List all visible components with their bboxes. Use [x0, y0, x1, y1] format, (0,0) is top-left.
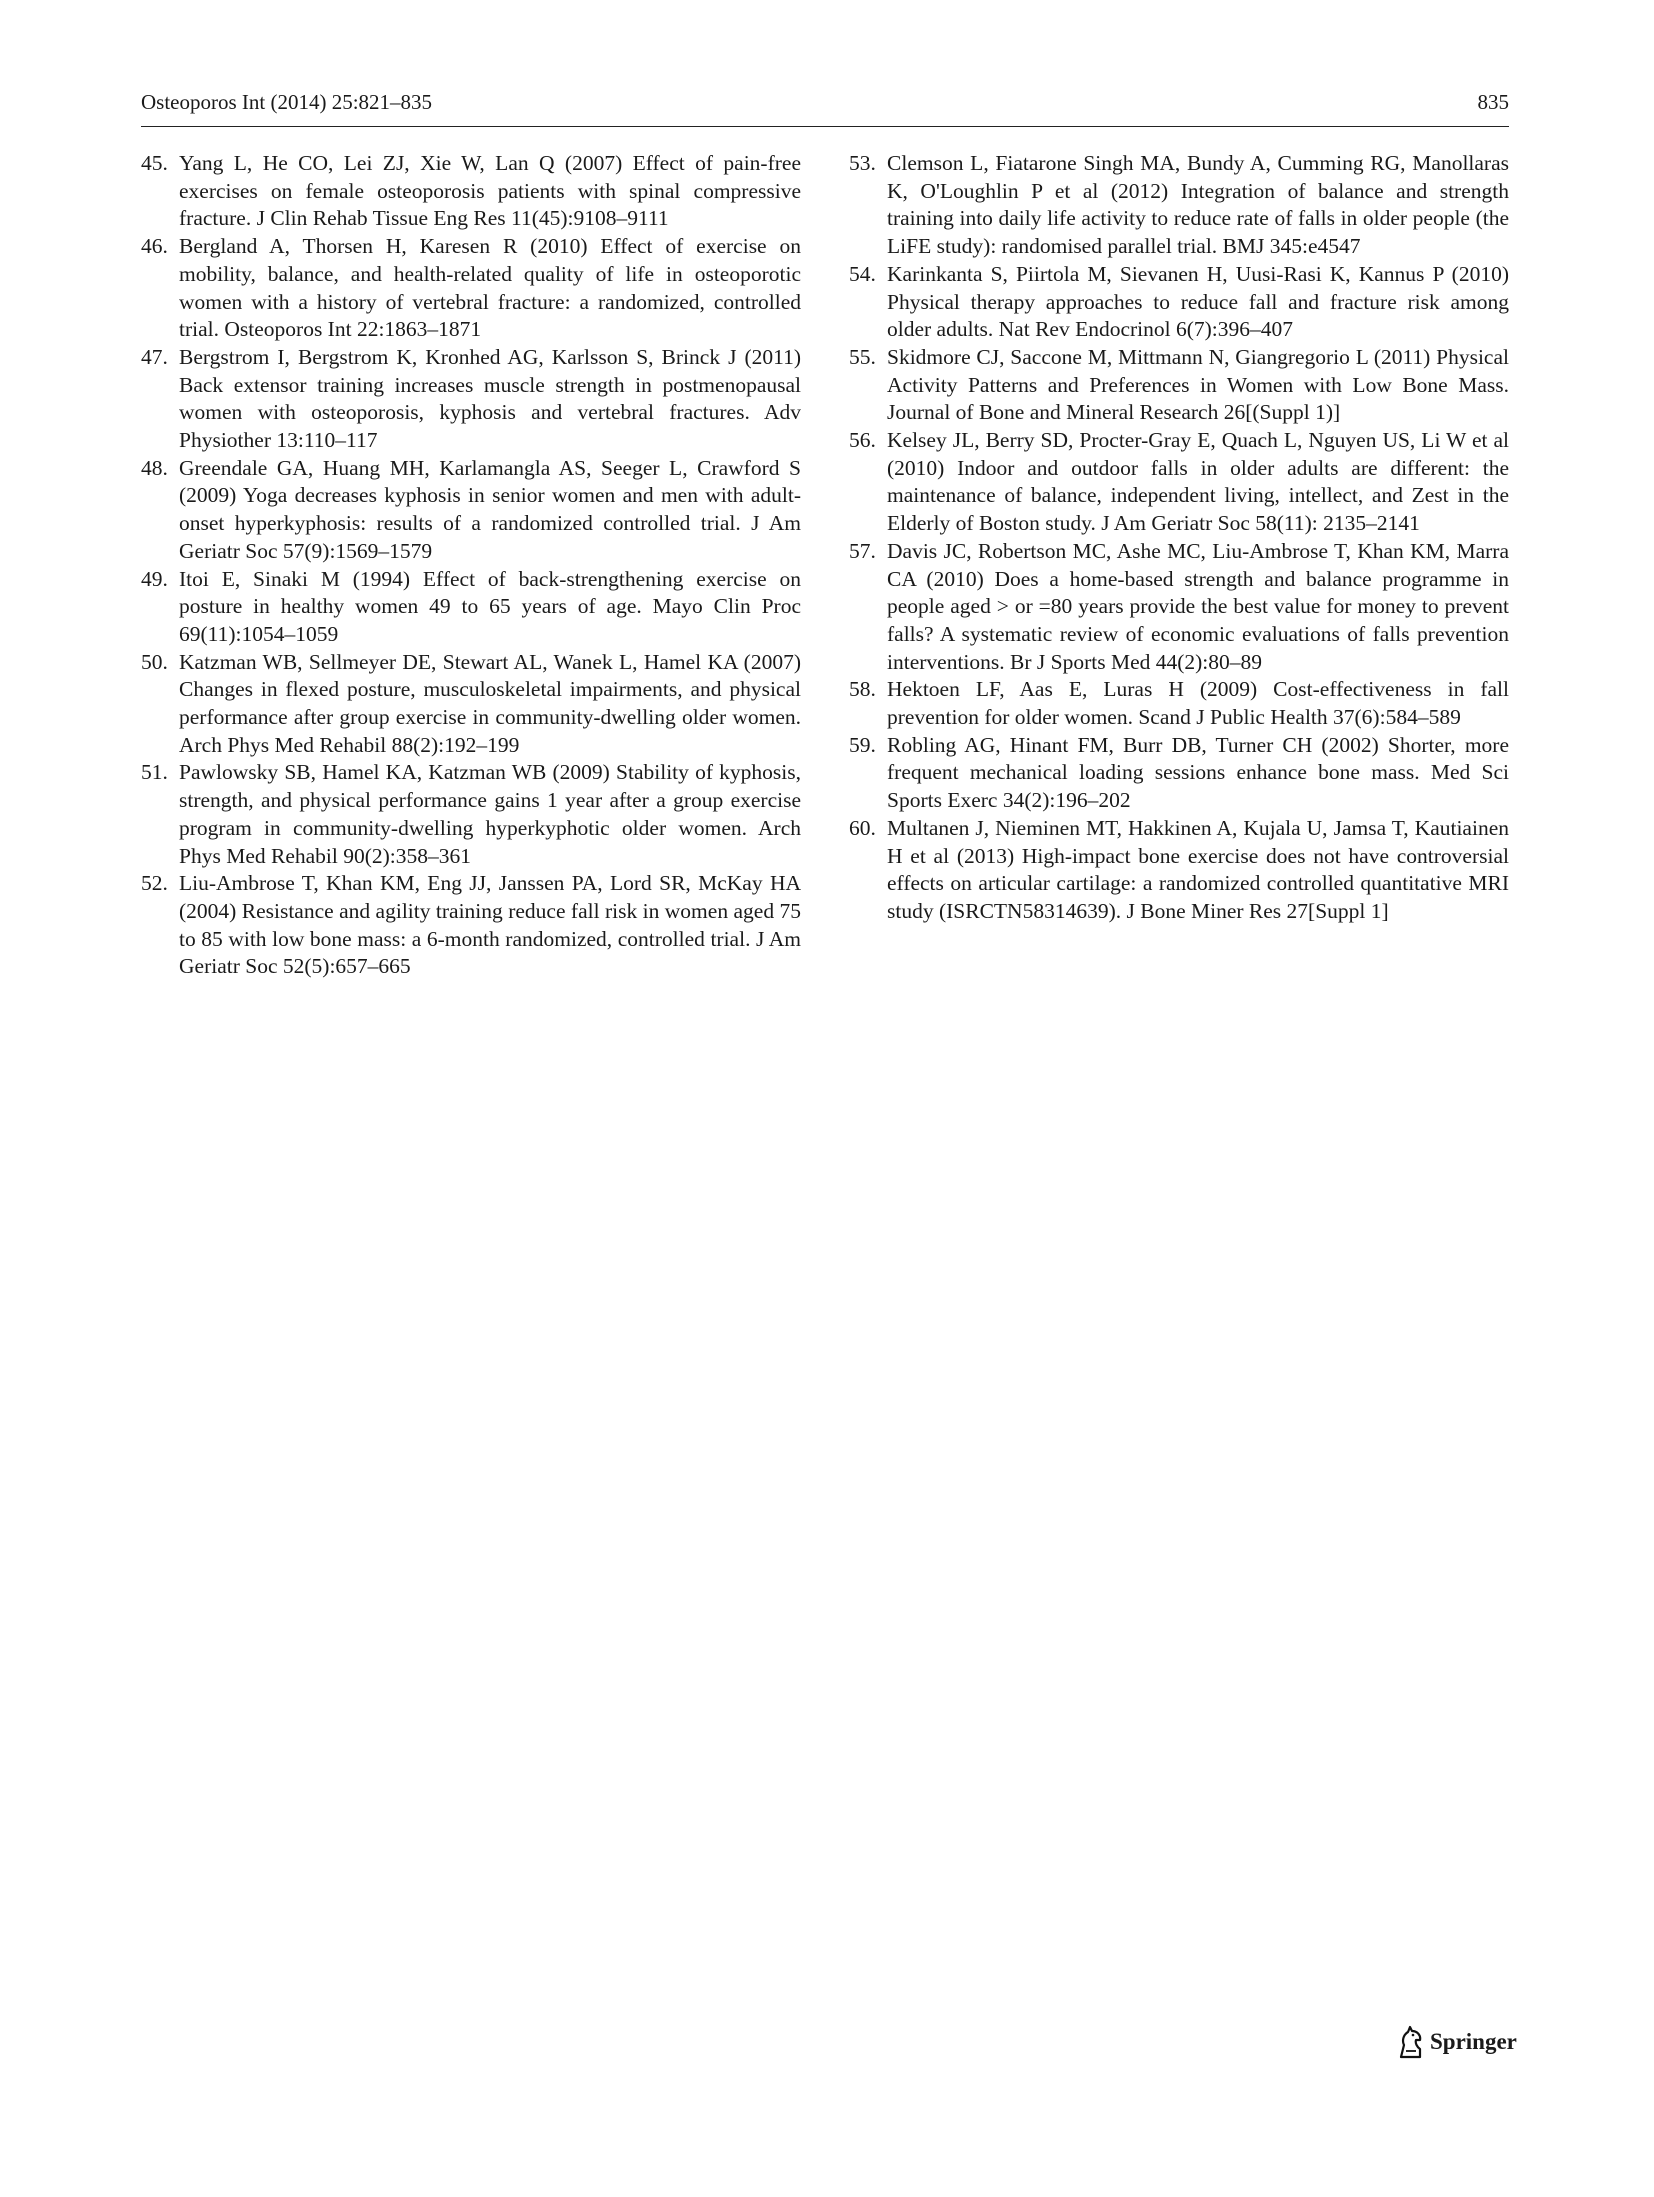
reference-number: 60.	[849, 815, 876, 840]
reference-item	[849, 344, 1509, 427]
reference-number: 52.	[141, 871, 168, 896]
reference-text: Pawlowsky SB, Hamel KA, Katzman WB (2009) Stability of kyphosis, strength, and physical performance gains 1 year after a group exercise program in community-dwelling hyperkyphotic older women. Arch Phys Med Rehabil 90(2):358–361	[179, 760, 801, 868]
reference-number: 54.	[849, 261, 876, 286]
reference-text: Clemson L, Fiatarone Singh MA, Bundy A, Cumming RG, Manollaras K, O'Loughlin P et al (2012) Integration of balance and strength training into daily life activity to reduce rate of falls in older people (the LiFE study): randomised parallel trial. BMJ 345:e4547	[887, 151, 1509, 259]
reference-text: Liu-Ambrose T, Khan KM, Eng JJ, Janssen PA, Lord SR, McKay HA (2004) Resistance and agility training reduce fall risk in women aged 75 to 85 with low bone mass: a 6-month randomized, controlled trial. J Am Geriatr Soc 52(5):657–665	[179, 871, 801, 979]
reference-number: 46.	[141, 234, 168, 259]
reference-text: Robling AG, Hinant FM, Burr DB, Turner CH (2002) Shorter, more frequent mechanical loading sessions enhance bone mass. Med Sci Sports Exerc 34(2):196–202	[887, 732, 1509, 813]
reference-number: 51.	[141, 760, 168, 785]
reference-item	[849, 676, 1509, 731]
reference-item	[849, 261, 1509, 344]
reference-number: 48.	[141, 455, 168, 480]
springer-horse-icon	[1396, 2025, 1426, 2059]
reference-text: Davis JC, Robertson MC, Ashe MC, Liu-Ambrose T, Khan KM, Marra CA (2010) Does a home-based strength and balance programme in people aged > or =80 years provide the best value for money to prevent falls? A systematic review of economic evaluations of falls prevention interventions. Br J Sports Med 44(2):80–89	[887, 538, 1509, 674]
reference-item	[141, 344, 801, 455]
reference-text: Greendale GA, Huang MH, Karlamangla AS, Seeger L, Crawford S (2009) Yoga decreases kyphosis in senior women and men with adult-onset hyperkyphosis: results of a randomized controlled trial. J Am Geriatr Soc 57(9):1569–1579	[179, 455, 801, 563]
reference-item	[849, 732, 1509, 815]
reference-item	[849, 815, 1509, 926]
reference-number: 49.	[141, 566, 168, 591]
reference-number: 50.	[141, 649, 168, 674]
reference-item	[141, 649, 801, 760]
running-header	[141, 88, 1509, 127]
reference-number: 58.	[849, 677, 876, 702]
reference-text: Multanen J, Nieminen MT, Hakkinen A, Kujala U, Jamsa T, Kautiainen H et al (2013) High-impact bone exercise does not have controversial effects on articular cartilage: a randomized controlled quantitative MRI study (ISRCTN58314639). J Bone Miner Res 27[Suppl 1]	[887, 815, 1509, 923]
reference-number: 55.	[849, 344, 876, 369]
reference-item	[849, 427, 1509, 538]
reference-item	[141, 759, 801, 870]
reference-text: Katzman WB, Sellmeyer DE, Stewart AL, Wanek L, Hamel KA (2007) Changes in flexed posture, musculoskeletal impairments, and physical performance after group exercise in community-dwelling older women. Arch Phys Med Rehabil 88(2):192–199	[179, 649, 801, 757]
reference-item	[849, 538, 1509, 677]
reference-text: Kelsey JL, Berry SD, Procter-Gray E, Quach L, Nguyen US, Li W et al (2010) Indoor and outdoor falls in older adults are different: the maintenance of balance, independent living, intellect, and Zest in the Elderly of Boston study. J Am Geriatr Soc 58(11): 2135–2141	[887, 428, 1509, 536]
reference-item	[141, 150, 801, 233]
reference-number: 57.	[849, 538, 876, 563]
reference-text: Bergland A, Thorsen H, Karesen R (2010) Effect of exercise on mobility, balance, and health-related quality of life in osteoporotic women with a history of vertebral fracture: a randomized, controlled trial. Osteoporos Int 22:1863–1871	[179, 234, 801, 342]
reference-number: 59.	[849, 732, 876, 757]
reference-text: Yang L, He CO, Lei ZJ, Xie W, Lan Q (2007) Effect of pain-free exercises on female osteoporosis patients with spinal compressive fracture. J Clin Rehab Tissue Eng Res 11(45):9108–9111	[179, 151, 801, 231]
reference-item	[141, 566, 801, 649]
reference-number: 47.	[141, 344, 168, 369]
reference-text: Skidmore CJ, Saccone M, Mittmann N, Giangregorio L (2011) Physical Activity Patterns and Preferences in Women with Low Bone Mass. Journal of Bone and Mineral Research 26[(Suppl 1)]	[887, 344, 1509, 425]
reference-item	[849, 150, 1509, 261]
journal-citation: Osteoporos Int (2014) 25:821–835	[141, 90, 433, 114]
reference-item	[141, 455, 801, 566]
reference-item	[141, 233, 801, 344]
reference-text: Itoi E, Sinaki M (1994) Effect of back-strengthening exercise on posture in healthy women 49 to 65 years of age. Mayo Clin Proc 69(11):1054–1059	[179, 566, 801, 646]
publisher-name: Springer	[1430, 2029, 1517, 2054]
reference-item	[141, 870, 801, 981]
reference-text: Hektoen LF, Aas E, Luras H (2009) Cost-effectiveness in fall prevention for older women. Scand J Public Health 37(6):584–589	[887, 677, 1509, 730]
reference-number: 56.	[849, 428, 876, 453]
reference-text: Karinkanta S, Piirtola M, Sievanen H, Uusi-Rasi K, Kannus P (2010) Physical therapy approaches to reduce fall and fracture risk among older adults. Nat Rev Endocrinol 6(7):396–407	[887, 261, 1509, 342]
page-number: 835	[1477, 90, 1509, 114]
reference-text: Bergstrom I, Bergstrom K, Kronhed AG, Karlsson S, Brinck J (2011) Back extensor training increases muscle strength in postmenopausal women with osteoporosis, kyphosis and vertebral fractures. Adv Physiother 13:110–117	[179, 344, 801, 453]
references-right-column	[849, 150, 1509, 926]
reference-number: 53.	[849, 151, 876, 175]
references-left-column	[141, 150, 801, 981]
reference-number: 45.	[141, 151, 168, 175]
publisher-logo	[1396, 2024, 1517, 2060]
